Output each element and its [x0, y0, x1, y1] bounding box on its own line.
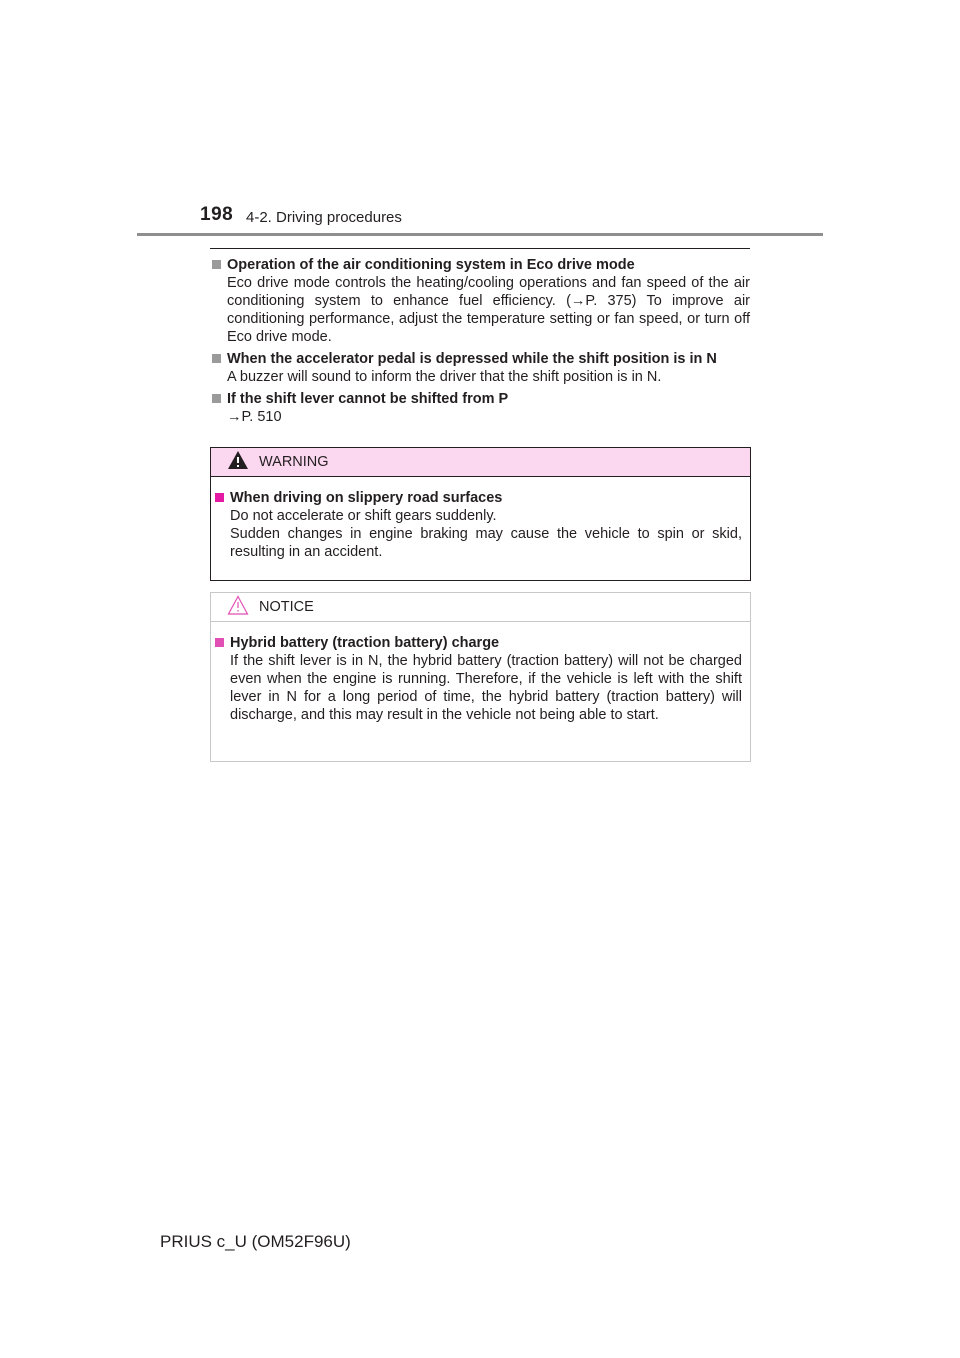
section-title: 4-2. Driving procedures	[246, 209, 402, 226]
header-divider	[137, 233, 823, 236]
content-items	[210, 256, 750, 430]
footer-model: PRIUS c_U (OM52F96U)	[160, 1232, 351, 1251]
warning-box	[210, 447, 751, 581]
page-reference-link[interactable]: →P. 510	[227, 409, 282, 425]
list-item	[210, 256, 750, 346]
list-item	[210, 390, 750, 426]
warning-triangle-icon	[227, 450, 249, 474]
notice-label: NOTICE	[259, 599, 314, 615]
warning-body-line1: Do not accelerate or shift gears suddenly.	[230, 508, 497, 524]
list-item	[210, 350, 750, 386]
page-number: 198	[200, 204, 234, 225]
square-bullet-icon	[212, 394, 221, 403]
warning-header	[211, 448, 750, 477]
notice-header	[211, 593, 750, 622]
square-bullet-icon	[215, 493, 224, 502]
item-heading: When the accelerator pedal is depressed while the shift position is in N	[227, 351, 717, 367]
warning-label: WARNING	[259, 454, 329, 470]
item-body: A buzzer will sound to inform the driver that the shift position is in N.	[227, 369, 662, 385]
square-bullet-icon	[212, 260, 221, 269]
item-body: Eco drive mode controls the heating/cooling operations and fan speed of the air conditioning system to enhance fuel efficiency. (→P. 375) To improve air conditioning performance, adjust the temperature setting or fan speed, or turn off Eco drive mode.	[227, 275, 750, 345]
notice-box	[210, 592, 751, 762]
warning-body-line2: Sudden changes in engine braking may cause the vehicle to spin or skid, resulting in an accident.	[230, 526, 742, 560]
notice-triangle-icon	[227, 595, 249, 619]
notice-heading: Hybrid battery (traction battery) charge	[230, 635, 500, 651]
square-bullet-icon	[212, 354, 221, 363]
content-divider	[210, 248, 750, 249]
warning-heading: When driving on slippery road surfaces	[230, 490, 503, 506]
square-bullet-icon	[215, 638, 224, 647]
notice-body: If the shift lever is in N, the hybrid battery (traction battery) will not be charged even when the engine is running. Therefore, if the vehicle is left with the shift lever in N for a long period of time, the hybrid battery (traction battery) will discharge, and this may result in the vehicle not being able to start.	[230, 653, 742, 723]
item-heading: Operation of the air conditioning system in Eco drive mode	[227, 257, 635, 273]
item-heading: If the shift lever cannot be shifted from P	[227, 391, 509, 407]
page-header	[0, 0, 960, 240]
